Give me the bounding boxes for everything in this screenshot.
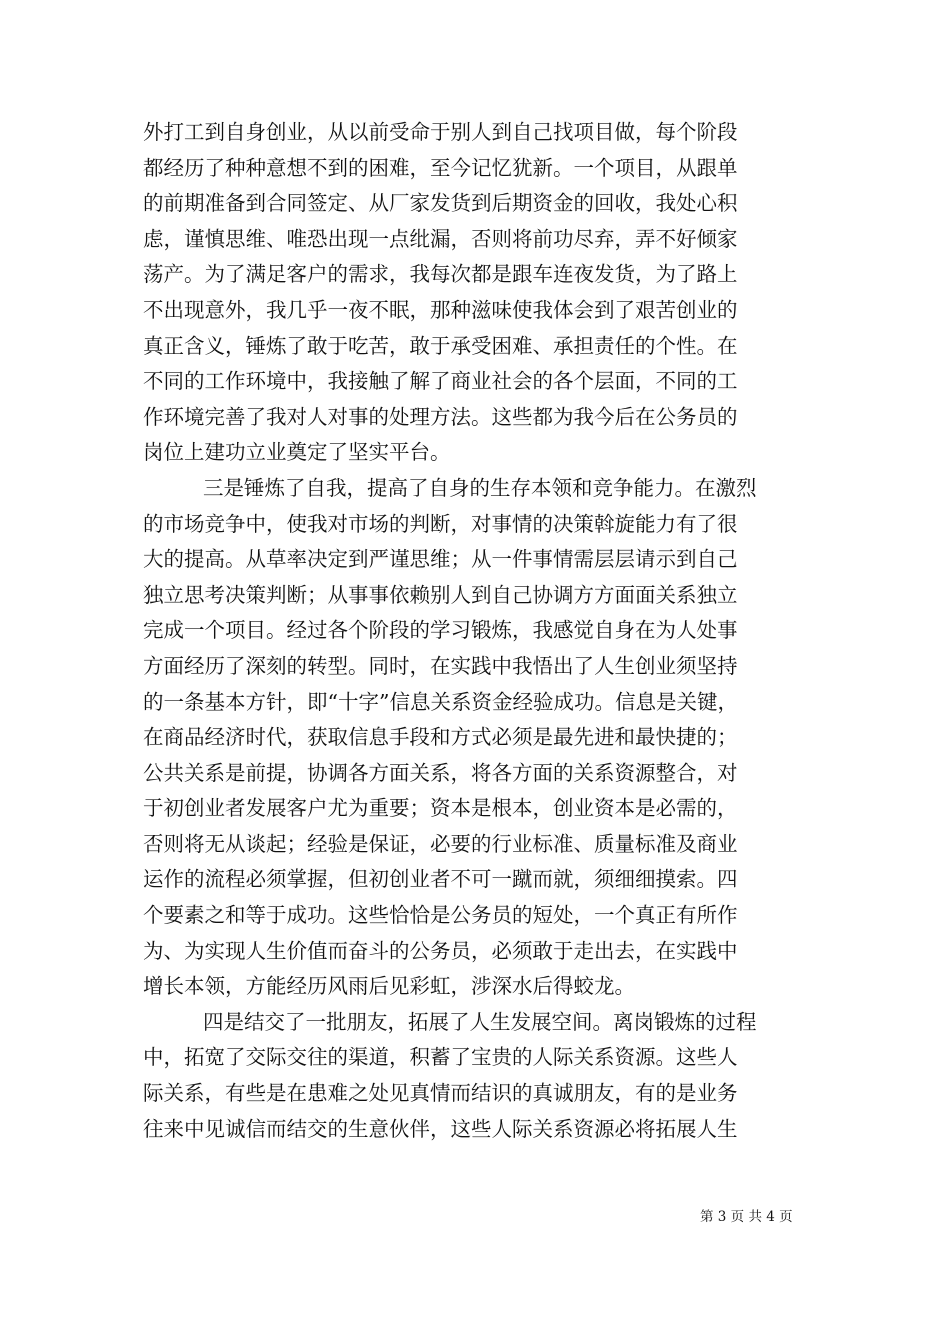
text-line: 增长本领，方能经历风雨后见彩虹，涉深水后得蛟龙。 [143, 974, 635, 999]
text-line: 的一条基本方针，即“十字”信息关系资金经验成功。信息是关键， [143, 689, 738, 714]
text-line: 完成一个项目。经过各个阶段的学习锻炼，我感觉自身在为人处事 [143, 618, 738, 643]
text-line: 不同的工作环境中，我接触了解了商业社会的各个层面，不同的工 [143, 369, 738, 394]
text-line: 独立思考决策判断；从事事依赖别人到自己协调方方面面关系独立 [143, 582, 738, 607]
paragraph [143, 115, 823, 471]
text-line: 岗位上建功立业奠定了坚实平台。 [143, 440, 451, 465]
text-line: 际关系，有些是在患难之处见真情而结识的真诚朋友，有的是业务 [143, 1081, 738, 1106]
text-line: 不出现意外，我几乎一夜不眠，那种滋味使我体会到了艰苦创业的 [143, 297, 738, 322]
text-line: 真正含义，锤炼了敢于吃苦，敢于承受困难、承担责任的个性。在 [143, 333, 738, 358]
text-line: 运作的流程必须掌握，但初创业者不可一蹴而就，须细细摸索。四 [143, 867, 738, 892]
text-line: 外打工到自身创业，从以前受命于别人到自己找项目做，每个阶段 [143, 120, 738, 144]
text-line: 虑，谨慎思维、唯恐出现一点纰漏，否则将前功尽弃，弄不好倾家 [143, 226, 738, 251]
text-line: 都经历了种种意想不到的困难，至今记忆犹新。一个项目，从跟单 [143, 155, 738, 180]
text-line: 否则将无从谈起；经验是保证，必要的行业标准、质量标准及商业 [143, 831, 738, 856]
text-line: 作环境完善了我对人对事的处理方法。这些都为我今后在公务员的 [143, 404, 738, 429]
paragraph [143, 1005, 823, 1147]
text-line: 为、为实现人生价值而奋斗的公务员，必须敢于走出去，在实践中 [143, 938, 738, 963]
text-line: 个要素之和等于成功。这些恰恰是公务员的短处，一个真正有所作 [143, 903, 738, 928]
text-line: 中，拓宽了交际交往的渠道，积蓄了宝贵的人际关系资源。这些人 [143, 1045, 738, 1070]
paragraph [143, 471, 823, 1005]
body-text [143, 115, 823, 1147]
text-line: 公共关系是前提，协调各方面关系，将各方面的关系资源整合，对 [143, 760, 738, 785]
text-line: 的市场竞争中，使我对市场的判断，对事情的决策斡旋能力有了很 [143, 511, 738, 536]
text-line: 于初创业者发展客户尤为重要；资本是根本，创业资本是必需的， [143, 796, 738, 821]
text-line: 方面经历了深刻的转型。同时，在实践中我悟出了人生创业须坚持 [143, 653, 738, 678]
text-line: 的前期准备到合同签定、从厂家发货到后期资金的回收，我处心积 [143, 191, 738, 216]
text-line: 大的提高。从草率决定到严谨思维；从一件事情需层层请示到自己 [143, 547, 738, 572]
text-line: 在商品经济时代，获取信息手段和方式必须是最先进和最快捷的； [143, 725, 738, 750]
page-number-footer: 第 3 页 共 4 页 [700, 1209, 793, 1225]
text-line: 荡产。为了满足客户的需求，我每次都是跟车连夜发货，为了路上 [143, 262, 738, 287]
text-line: 四是结交了一批朋友，拓展了人生发展空间。离岗锻炼的过程 [203, 1009, 757, 1034]
text-line: 往来中见诚信而结交的生意伙伴，这些人际关系资源必将拓展人生 [143, 1116, 738, 1141]
text-line: 三是锤炼了自我，提高了自身的生存本领和竞争能力。在激烈 [203, 475, 757, 500]
